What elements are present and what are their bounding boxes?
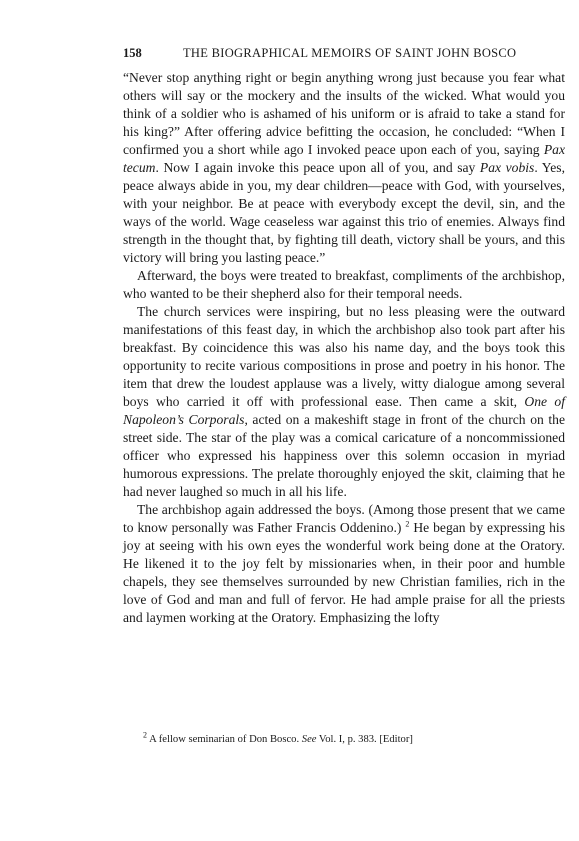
text-run: Afterward, the boys were treated to breakfast, compliments of the archbishop, who wanted to be their shepherd also for their temporal needs. (123, 268, 565, 301)
footnote (123, 730, 565, 746)
paragraph-4 (123, 501, 565, 627)
text-run: The archbishop again addressed the boys. (Among those present that we came to know personally was Father Francis Oddenino.) (123, 502, 565, 535)
text-run: “Never stop anything right or begin anything wrong just because you fear what others will say or the mockery and the insults of the wicked. What would you think of a soldier who is ashamed of his uniform or is afraid to take a stand for his king?” After offering advice befitting the occasion, he concluded: “When I confirmed you a short while ago I invoked peace upon each of you, saying (123, 70, 565, 157)
footnote-mark: 2 (143, 730, 147, 740)
text-run: , acted on a makeshift stage in front of the church on the street side. The star of the play was a comical caricature of a noncommissioned officer who expressed his happiness over this solemn occasion in myriad humorous expressions. The prelate thoroughly enjoyed the skit, claiming that he had never laughed so much in all his life. (123, 412, 565, 499)
footnote-see: See (301, 734, 317, 745)
italic-text: Pax vobis (479, 160, 535, 175)
paragraph-2 (123, 267, 565, 303)
italic-text: One of Napoleon’s Corporals (123, 394, 565, 427)
running-title: THE BIOGRAPHICAL MEMOIRS OF SAINT JOHN BOSCO (183, 46, 517, 60)
body-text (123, 69, 565, 627)
paragraph-3 (123, 303, 565, 501)
running-head (123, 45, 565, 61)
text-run: The church services were inspiring, but no less pleasing were the outward manifestations of this feast day, in which the archbishop also took part after his breakfast. By coincidence this was also his name day, and the boys took this opportunity to recite various compositions in prose and poetry in his honor. The item that drew the loudest applause was a lively, witty dialogue among several boys who carried it off with professional ease. Then came a skit, (123, 304, 565, 409)
footnote-text-after: Vol. I, p. 383. [Editor] (316, 734, 413, 745)
footnote-text-before: A fellow seminarian of Don Bosco. (147, 734, 302, 745)
footnote-reference: 2 (405, 519, 410, 529)
page-number: 158 (123, 46, 142, 60)
text-run: . Now I again invoke this peace upon all of you, and say (155, 160, 480, 175)
text-run: He began by expressing his joy at seeing with his own eyes the wonderful work being done at the Oratory. He likened it to the joy felt by missionaries when, in their poor and humble chapels, they see themselves surrounded by new Christian families, rich in the love of God and man and full of fervor. He had ample praise for all the priests and laymen working at the Oratory. Emphasizing the lofty (123, 520, 565, 625)
text-run: . Yes, peace always abide in you, my dear children—peace with God, with yourselves, with your neighbor. Be at peace with everybody except the devil, sin, and the ways of the world. Wage ceaseless war against this trio of enemies. Always find strength in the thought that, by fighting till death, victory shall be yours, and this victory will bring you lasting peace.” (123, 160, 565, 265)
paragraph-1 (123, 69, 565, 267)
italic-text: Pax tecum (123, 142, 565, 175)
